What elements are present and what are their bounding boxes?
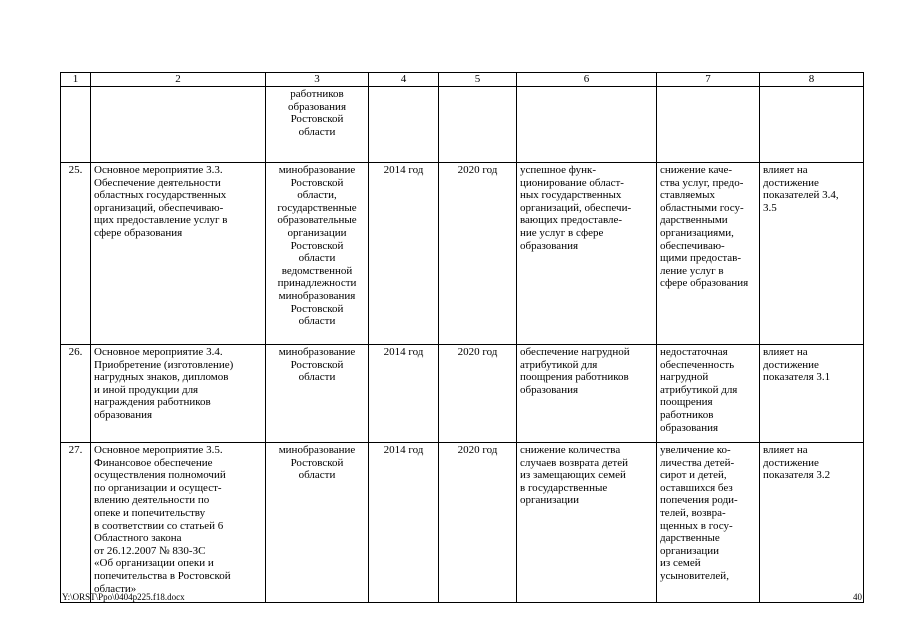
- column-number-row: [61, 73, 864, 87]
- column-number: 6: [517, 73, 657, 87]
- executor-cell: минобразование Ростовской области: [266, 345, 369, 443]
- activity-name: Основное мероприятие 3.4. Приобретение (изготовление) нагрудных знаков, дипломов и иной продукции для награждения работников образования: [91, 345, 266, 443]
- expected-result: обеспечение нагрудной атрибутикой для поощрения работников образования: [517, 345, 657, 443]
- cell: [369, 87, 439, 163]
- row-number: 26.: [61, 345, 91, 443]
- cell: [760, 87, 864, 163]
- cell: [517, 87, 657, 163]
- start-year: 2014 год: [369, 443, 439, 603]
- row-number: 27.: [61, 443, 91, 603]
- executor-cell: минобразование Ростовской области, государственные образовательные организации Ростовской области ведомственной принадлежности минобразования Ростовской области: [266, 163, 369, 345]
- expected-result: успешное функ- ционирование област- ных государственных организаций, обеспечи- вающих предоставле- ние услуг в сфере образования: [517, 163, 657, 345]
- column-number: 4: [369, 73, 439, 87]
- column-number: 2: [91, 73, 266, 87]
- activities-table: [60, 72, 864, 603]
- executor-cell: работников образования Ростовской области: [266, 87, 369, 163]
- non-implementation-consequence: увеличение ко- личества детей- сирот и детей, оставшихся без попечения роди- телей, возвра- щенных в госу- дарственные организации из семей усыновителей,: [657, 443, 760, 603]
- table-row: [61, 163, 864, 345]
- non-implementation-consequence: недостаточная обеспеченность нагрудной атрибутикой для поощрения работников образования: [657, 345, 760, 443]
- activity-name: Основное мероприятие 3.5. Финансовое обеспечение осуществления полномочий по организации и осущест- влению деятельности по опеке и попечительству в соответствии со статьей 6 Областного закона от 26.12.2007 № 830-ЗС «Об организации опеки и попечительства в Ростовской области»: [91, 443, 266, 603]
- row-number: 25.: [61, 163, 91, 345]
- table-row: [61, 443, 864, 603]
- column-number: 3: [266, 73, 369, 87]
- cell: [91, 87, 266, 163]
- end-year: 2020 год: [439, 443, 517, 603]
- column-number: 5: [439, 73, 517, 87]
- column-number: 7: [657, 73, 760, 87]
- table-row: [61, 345, 864, 443]
- end-year: 2020 год: [439, 163, 517, 345]
- indicator-link: влияет на достижение показателей 3.4, 3.5: [760, 163, 864, 345]
- expected-result: снижение количества случаев возврата детей из замещающих семей в государственные организации: [517, 443, 657, 603]
- indicator-link: влияет на достижение показателя 3.1: [760, 345, 864, 443]
- cell: [439, 87, 517, 163]
- file-path: Y:\ORST\Ppo\0404p225.f18.docx: [62, 592, 185, 602]
- column-number: 1: [61, 73, 91, 87]
- cell: [61, 87, 91, 163]
- page-number: 40: [853, 592, 862, 602]
- column-number: 8: [760, 73, 864, 87]
- start-year: 2014 год: [369, 345, 439, 443]
- cell: [657, 87, 760, 163]
- continuation-row: [61, 87, 864, 163]
- non-implementation-consequence: снижение каче- ства услуг, предо- ставляемых областными госу- дарственными организациями, обеспечиваю- щими предостав- ление услуг в сфере образования: [657, 163, 760, 345]
- indicator-link: влияет на достижение показателя 3.2: [760, 443, 864, 603]
- executor-cell: минобразование Ростовской области: [266, 443, 369, 603]
- end-year: 2020 год: [439, 345, 517, 443]
- start-year: 2014 год: [369, 163, 439, 345]
- activity-name: Основное мероприятие 3.3. Обеспечение деятельности областных государственных организаций, обеспечиваю- щих предоставление услуг в сфере образования: [91, 163, 266, 345]
